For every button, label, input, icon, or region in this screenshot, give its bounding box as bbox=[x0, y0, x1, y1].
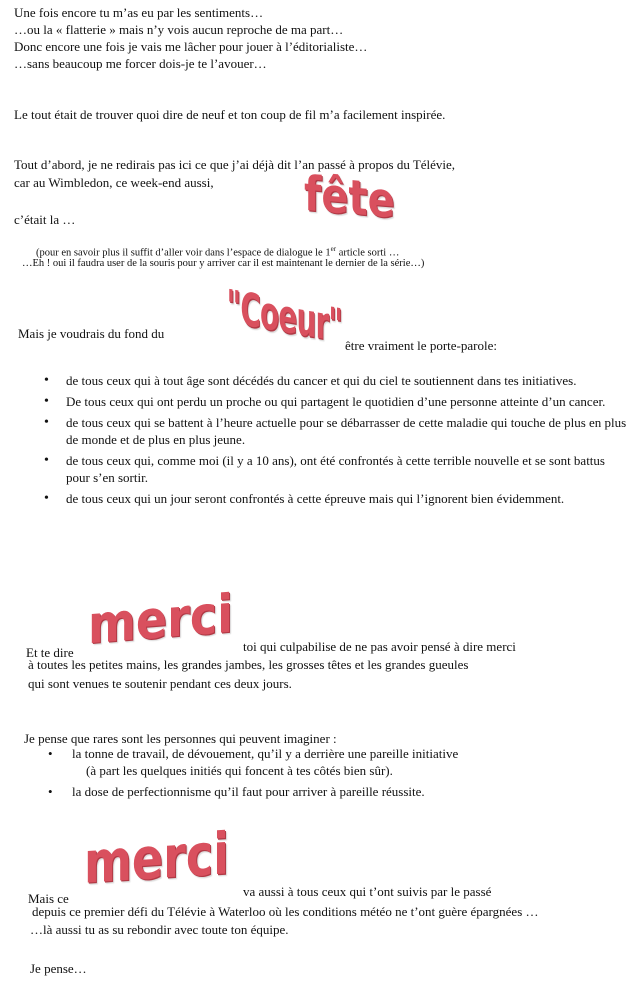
merci2-after: va aussi à tous ceux qui t’ont suivis par le passé bbox=[243, 884, 492, 899]
paragraph-televie-line3: c’était la … bbox=[14, 212, 76, 227]
closing-line: Je pense… bbox=[30, 961, 87, 976]
think-bullet2: la dose de perfectionnisme qu’il faut pour arriver à pareille réussite. bbox=[72, 784, 425, 799]
merci2-line2: depuis ce premier défi du Télévie à Waterloo où les conditions météo ne t’ont guère épargnées … bbox=[32, 904, 539, 919]
list-item: • de tous ceux qui, comme moi (il y a 10 ans), ont été confrontés à cette terrible nouvelle et se sont battus pour s’en sortir. bbox=[38, 452, 628, 486]
intro-line: …ou la « flatterie » mais n’y vois aucun reproche de ma part… bbox=[14, 22, 344, 37]
merci2-line3: …là aussi tu as su rebondir avec toute ton équipe. bbox=[30, 922, 289, 937]
coeur-line-before: Mais je voudrais du fond du bbox=[18, 326, 165, 341]
merci1-before: Et te dire bbox=[26, 645, 74, 660]
merci2-before: Mais ce bbox=[28, 891, 69, 906]
think-bullet1-sub: (à part les quelques initiés qui foncent à tes côtés bien sûr). bbox=[86, 763, 393, 778]
note-line2: …Eh ! oui il faudra user de la souris pour y arriver car il est maintenant le dernier de la série…) bbox=[22, 258, 425, 269]
wordart-merci-1: merci bbox=[88, 582, 233, 656]
paragraph-inspiration: Le tout était de trouver quoi dire de neuf et ton coup de fil m’a facilement inspirée. bbox=[14, 107, 446, 122]
intro-line: Une fois encore tu m’as eu par les sentiments… bbox=[14, 5, 264, 20]
list-item: • De tous ceux qui ont perdu un proche ou qui partagent le quotidien d’une personne atteinte d’un cancer. bbox=[38, 393, 628, 410]
wordart-fete: fête bbox=[304, 166, 395, 230]
merci1-line3: qui sont venues te soutenir pendant ces deux jours. bbox=[28, 676, 292, 691]
intro-line: Donc encore une fois je vais me lâcher pour jouer à l’éditorialiste… bbox=[14, 39, 368, 54]
wordart-merci-2: merci bbox=[84, 819, 229, 897]
bullet-dot: • bbox=[48, 746, 53, 761]
merci1-line2: à toutes les petites mains, les grandes jambes, les grosses têtes et les grandes gueules bbox=[28, 657, 469, 672]
intro-block bbox=[14, 4, 367, 72]
intro-line: …sans beaucoup me forcer dois-je te l’avouer… bbox=[14, 56, 267, 71]
merci1-after: toi qui culpabilise de ne pas avoir pensé à dire merci bbox=[243, 639, 516, 654]
wordart-coeur: "Coeur" bbox=[226, 280, 343, 354]
list-item: • de tous ceux qui un jour seront confrontés à cette épreuve mais qui l’ignorent bien évidemment. bbox=[38, 490, 628, 507]
paragraph-televie-line2: car au Wimbledon, ce week-end aussi, bbox=[14, 175, 214, 190]
list-item: • de tous ceux qui se battent à l’heure actuelle pour se débarrasser de cette maladie qui touche de plus en plus de monde et de plus en plus jeune. bbox=[38, 414, 628, 448]
bullet-list-dedications bbox=[38, 372, 628, 511]
paragraph-televie-line1: Tout d’abord, je ne redirais pas ici ce que j’ai déjà dit l’an passé à propos du Télévie, bbox=[14, 157, 456, 172]
list-item: • de tous ceux qui à tout âge sont décédés du cancer et qui du ciel te soutiennent dans tes initiatives. bbox=[38, 372, 628, 389]
think-intro: Je pense que rares sont les personnes qui peuvent imaginer : bbox=[24, 731, 337, 746]
bullet-dot: • bbox=[48, 784, 53, 799]
coeur-line-after: être vraiment le porte-parole: bbox=[345, 338, 497, 353]
note-line1: (pour en savoir plus il suffit d’aller voir dans l’espace de dialogue le 1er article sorti … bbox=[36, 245, 400, 259]
think-bullet1: la tonne de travail, de dévouement, qu’il y a derrière une pareille initiative bbox=[72, 746, 459, 761]
